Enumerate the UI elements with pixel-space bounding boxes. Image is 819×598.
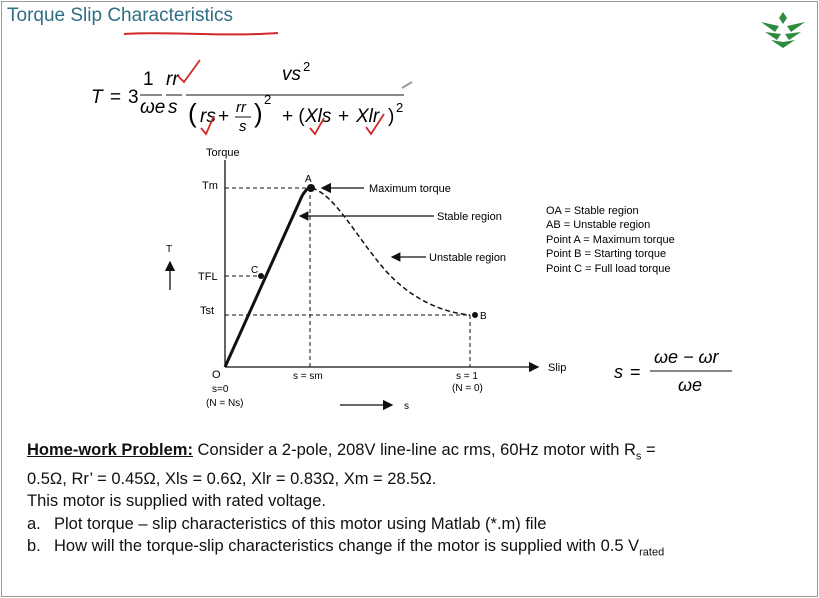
tick-tfl: TFL <box>198 271 218 283</box>
svg-text:1: 1 <box>143 69 154 90</box>
eq-lhs: T <box>91 87 103 108</box>
svg-text:+: + <box>218 106 230 127</box>
tick-sm: s = sm <box>293 371 323 382</box>
homework-line-1: Home-work Problem: Consider a 2-pole, 208V line-line ac rms, 60Hz motor with $R_s$ = <box>27 441 656 463</box>
point-a <box>307 184 315 192</box>
s-arrow-label: s <box>404 401 409 412</box>
svg-text:s: s <box>239 118 247 135</box>
slip-numerator: ωe − ωr <box>654 347 719 367</box>
eq-xlr: Xlr <box>356 106 380 127</box>
point-c-label: C <box>251 265 259 276</box>
point-b-label: B <box>480 311 487 322</box>
tick-tm: Tm <box>202 180 218 192</box>
tick-ns: (N = Ns) <box>206 398 244 409</box>
svg-text:+ (: + ( <box>282 106 305 127</box>
slide-title: Torque Slip Characteristics <box>7 5 233 26</box>
tick-n0: (N = 0) <box>452 383 483 394</box>
x-axis-label: Slip <box>548 362 567 374</box>
point-b <box>472 312 478 318</box>
legend-item: AB = Unstable region <box>546 219 651 231</box>
point-a-label: A <box>305 174 312 185</box>
eq-s: s <box>168 97 178 118</box>
tick-tst: Tst <box>200 305 215 317</box>
eq-factor: 3 <box>128 87 139 108</box>
eq-xls: Xls <box>305 106 332 127</box>
tick-s1: s = 1 <box>456 371 478 382</box>
svg-text:rr: rr <box>236 99 246 116</box>
svg-text:2: 2 <box>396 100 404 115</box>
y-axis-label: Torque <box>206 147 240 159</box>
svg-text:=: = <box>110 87 122 108</box>
svg-text:(: ( <box>188 98 197 128</box>
homework-problem <box>27 439 807 564</box>
svg-text:): ) <box>254 98 263 128</box>
point-c <box>258 273 264 279</box>
legend-item: Point B = Starting torque <box>546 248 667 260</box>
svg-text:+: + <box>338 106 350 127</box>
tick-s0: s=0 <box>212 384 229 395</box>
homework-item-b: b. How will the torque-slip characteristics change if the motor is supplied with 0.5 $V_{rated}$ <box>27 537 665 559</box>
legend-item: OA = Stable region <box>546 205 639 217</box>
svg-text:=: = <box>630 362 641 382</box>
t-arrow-label: T <box>166 244 173 255</box>
svg-text:): ) <box>388 106 395 127</box>
homework-item-a: a. Plot torque – slip characteristics of this motor using Matlab (*.m) file <box>27 514 547 533</box>
homework-line-2: 0.5Ω, Rr’ = 0.45Ω, Xls = 0.6Ω, Xlr = 0.83Ω, Xm = 28.5Ω. <box>27 469 437 488</box>
eq-omega-e: ωe <box>140 97 166 118</box>
legend-item: Point A = Maximum torque <box>546 234 675 246</box>
slip-denominator: ωe <box>678 375 703 395</box>
slip-equation <box>614 347 732 395</box>
eq-rs: rs <box>200 106 216 127</box>
eq-rr: rr <box>166 69 179 90</box>
homework-label: Home-work Problem: <box>27 441 193 459</box>
chart-legend <box>546 205 675 275</box>
homework-line-3: This motor is supplied with rated voltage. <box>27 492 326 511</box>
max-torque-label: Maximum torque <box>369 183 451 195</box>
svg-text:2: 2 <box>264 92 272 107</box>
stable-curve <box>225 188 312 367</box>
legend-item: Point C = Full load torque <box>546 263 671 275</box>
unstable-region-label: Unstable region <box>429 252 507 264</box>
stable-region-label: Stable region <box>437 211 502 223</box>
svg-text:2: 2 <box>303 59 311 74</box>
svg-text:s: s <box>614 362 623 382</box>
tick-origin: O <box>212 369 221 381</box>
eq-vs: vs <box>282 64 301 85</box>
